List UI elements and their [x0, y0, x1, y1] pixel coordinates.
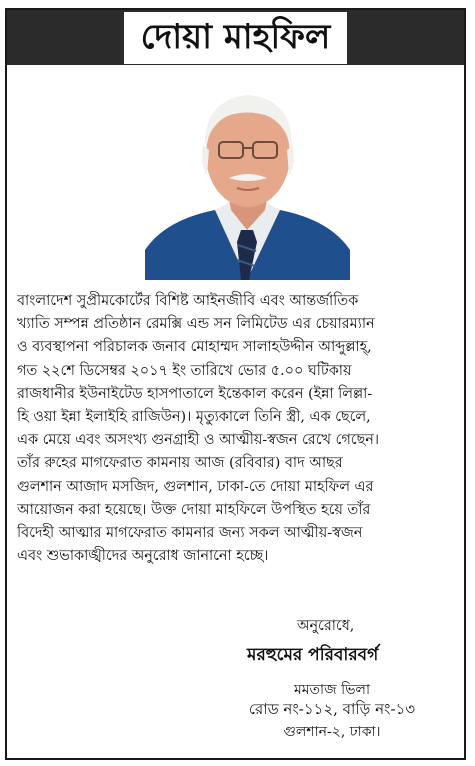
notice-body — [17, 290, 457, 568]
body-line: গত ২২শে ডিসেম্বর ২০১৭ ইং তারিখে ভোর ৫.০০ ঘটিকায় — [17, 362, 352, 379]
address-area: গুলশান-২, ঢাকা। — [283, 724, 381, 740]
body-line: বিদেহী আত্মার মাগফেরাত কামনার জন্য সকল আত্মীয়-স্বজন — [17, 525, 363, 542]
body-line: খ্যাতি সম্পন্ন প্রতিষ্ঠান রেমক্সি এন্ড সন লিমিটেড এর চেয়ারম্যান — [17, 316, 375, 333]
family-signature: মরহুমের পরিবারবর্গ — [247, 645, 379, 665]
body-line: হি ওয়া ইন্না ইলাইহি রাজিউন)। মৃত্যুকালে তিনি স্ত্রী, এক ছেলে, — [17, 409, 371, 426]
address-house: মমতাজ ভিলা — [293, 682, 371, 698]
request-label: অনুরোধে, — [297, 618, 355, 634]
notice-heading: দোয়া মাহফিল — [124, 12, 348, 64]
body-line: আয়োজন করা হয়েছে। উক্ত দোয়া মাহফিলে উপস্থিত হয়ে তাঁর — [17, 501, 371, 518]
portrait-photo — [145, 70, 350, 280]
body-line: রাজধানীর ইউনাইটেড হাসপাতালে ইন্তেকাল করেন (ইন্না লিল্লা- — [17, 385, 373, 402]
portrait-illustration — [145, 70, 350, 280]
body-line: ও ব্যবস্থাপনা পরিচালক জনাব মোহাম্মদ সালাহউদ্দীন আব্দুল্লাহ্, — [17, 339, 372, 356]
heading-banner — [7, 10, 464, 65]
body-line: তাঁর রুহের মাগফেরাত কামনায় আজ (রবিবার) বাদ আছর — [17, 455, 343, 472]
body-line: এক মেয়ে এবং অসংখ্য গুনগ্রাহী ও আত্মীয়-স্বজন রেখে গেছেন। — [17, 432, 380, 449]
body-line: এবং শুভাকাঙ্খীদের অনুরোধ জানানো হচ্ছে। — [17, 548, 269, 565]
body-line: বাংলাদেশ সুপ্রীমকোর্টের বিশিষ্ট আইনজীবি এবং আন্তর্জাতিক — [17, 293, 359, 309]
address-road: রোড নং-১১২, বাড়ি নং-১৩ — [248, 700, 416, 718]
obituary-notice — [5, 8, 466, 760]
body-line: গুলশান আজাদ মসজিদ, গুলশান, ঢাকা-তে দোয়া মাহফিল এর — [17, 478, 374, 495]
